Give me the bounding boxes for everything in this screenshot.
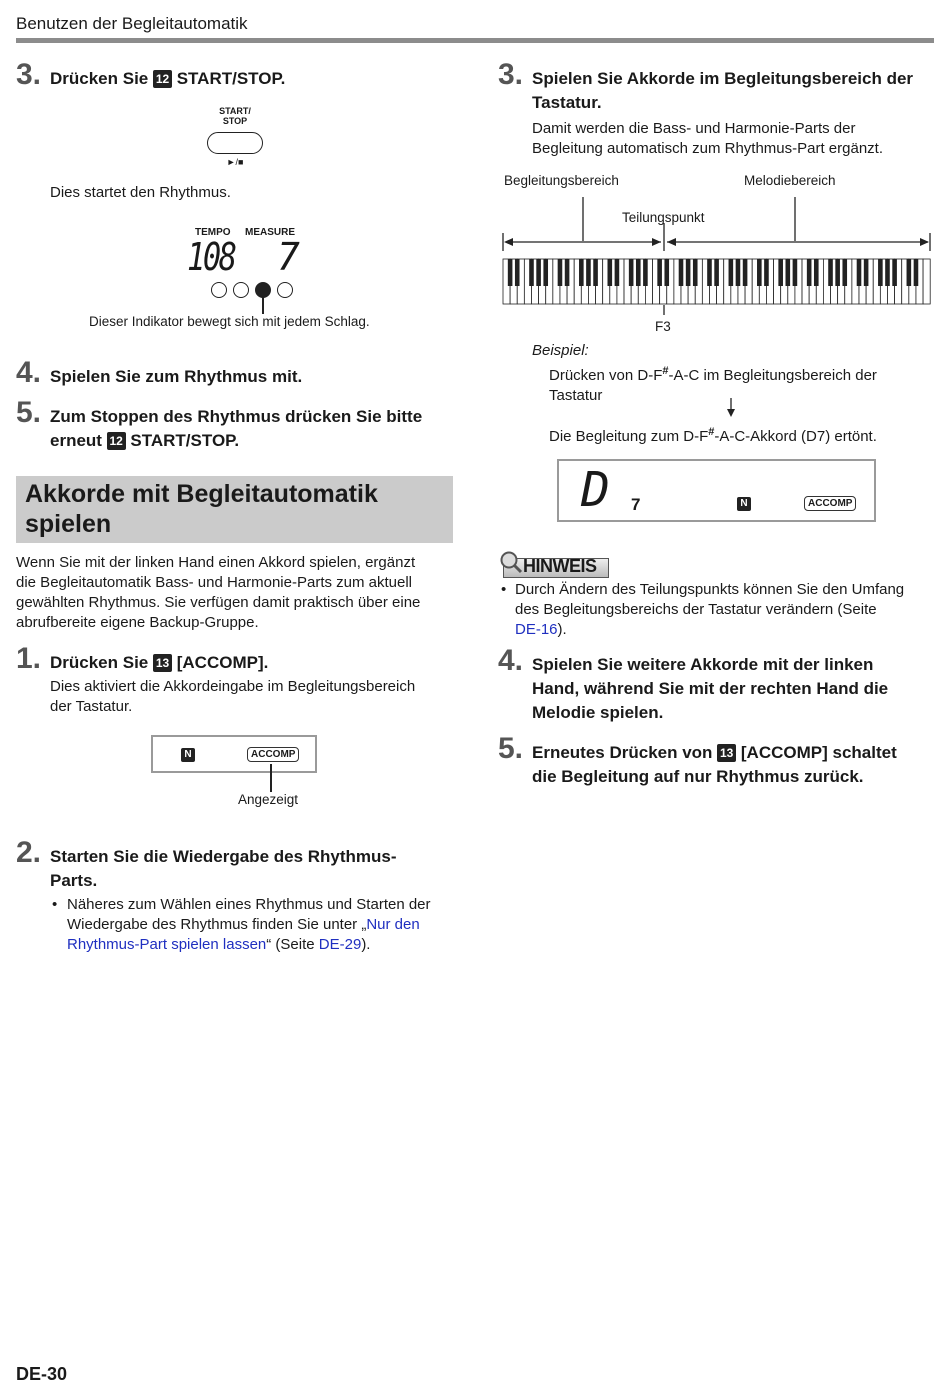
black-key: [828, 259, 833, 286]
black-key: [707, 259, 712, 286]
accomp-indicator: ACCOMP: [804, 496, 856, 511]
start-stop-button-illustration: START/ STOP ►/■: [200, 106, 270, 170]
link-rhythm-part-cont[interactable]: Rhythmus-Part spielen lassen: [67, 936, 267, 953]
split-point-label: Teilungspunkt: [622, 210, 705, 225]
chord-type: 7: [631, 495, 641, 514]
black-key: [778, 259, 783, 286]
keyboard-diagram: [500, 193, 936, 318]
black-key: [679, 259, 684, 286]
black-key: [793, 259, 798, 286]
example-instruction: Drücken von D-F#-A-C im Begleitungsbereich der Tastatur: [549, 365, 877, 404]
beat-dot-1: [211, 282, 227, 298]
link-de-16[interactable]: DE-16: [515, 621, 558, 638]
black-key: [686, 259, 691, 286]
accomp-pointer-line: [270, 764, 272, 792]
key-number-badge: 13: [717, 744, 736, 762]
black-key: [565, 259, 570, 286]
tempo-measure-display: TEMPO MEASURE 108 7: [185, 226, 305, 302]
black-key: [807, 259, 812, 286]
black-key: [786, 259, 791, 286]
black-key: [729, 259, 734, 286]
indicator-pointer-line: [262, 297, 264, 314]
left-step-5: 5. Zum Stoppen des Rhythmus drücken Sie bitte erneut 12 START/STOP.: [16, 396, 423, 450]
black-key: [878, 259, 883, 286]
black-key: [529, 259, 534, 286]
example-label: Beispiel:: [532, 342, 589, 359]
black-key: [885, 259, 890, 286]
split-key-label: F3: [655, 319, 671, 334]
beat-dot-4: [277, 282, 293, 298]
step-2-note: • Näheres zum Wählen eines Rhythmus und Starten der Wiedergabe des Rhythmus finden Sie unter „Nur den Rhythmus-Part spielen lassen“ (Seite DE-29).: [52, 896, 431, 953]
start-stop-button: [207, 132, 263, 154]
left-step-1: 1. Drücken Sie 13 [ACCOMP].: [16, 642, 269, 675]
accomp-lcd-display: [151, 735, 317, 773]
key-number-badge: 13: [153, 654, 172, 672]
black-key: [608, 259, 613, 286]
black-key: [857, 259, 862, 286]
black-key: [643, 259, 648, 286]
white-key: [923, 259, 930, 304]
black-key: [864, 259, 869, 286]
example-result: Die Begleitung zum D-F#-A-C-Akkord (D7) ertönt.: [549, 426, 877, 445]
page-header: Benutzen der Begleitautomatik: [16, 14, 248, 33]
intro-paragraph: Wenn Sie mit der linken Hand einen Akkord spielen, ergänzt die Begleitautomatik Bass- und Harmonie-Parts zum aktuell gewählten Rhythmus. Sie verfügen damit praktisch über eine abrufbereite eigene Backup-Gruppe.: [16, 554, 421, 631]
chord-lcd-display: [557, 459, 876, 522]
hint-heading: HINWEIS: [503, 556, 609, 578]
right-step-5: 5. Erneutes Drücken von 13 [ACCOMP] schaltet die Begleitung auf nur Rhythmus zurück.: [498, 732, 897, 786]
right-step-3-description: Damit werden die Bass- und Harmonie-Parts der Begleitung automatisch zum Rhythmus-Part ergänzt.: [532, 120, 883, 157]
page-number: DE-30: [16, 1364, 68, 1383]
magnifier-icon: [499, 550, 525, 576]
down-arrow-icon: [725, 398, 737, 418]
black-key: [657, 259, 662, 286]
piano-keys: [503, 259, 930, 304]
left-step-3: 3. Drücken Sie 12 START/STOP.: [16, 58, 286, 91]
black-key: [757, 259, 762, 286]
black-key: [664, 259, 669, 286]
step-3-description: Dies startet den Rhythmus.: [50, 184, 231, 201]
black-key: [515, 259, 520, 286]
black-key: [558, 259, 563, 286]
hint-note: • Durch Ändern des Teilungspunkts können Sie den Umfang des Begleitungsbereichs der Tastatur verändern (Seite DE-16).: [501, 581, 905, 638]
accomp-indicator: ACCOMP: [247, 747, 299, 762]
n-indicator: N: [181, 748, 195, 762]
key-number-badge: 12: [153, 70, 172, 88]
right-step-4: 4. Spielen Sie weitere Akkorde mit der linken Hand, während Sie mit der rechten Hand die Melodie spielen.: [498, 644, 889, 722]
black-key: [835, 259, 840, 286]
melody-area-label: Melodiebereich: [744, 173, 836, 188]
black-key: [714, 259, 719, 286]
accompaniment-area-label: Begleitungsbereich: [504, 173, 619, 188]
left-step-2: 2. Starten Sie die Wiedergabe des Rhythmus- Parts.: [16, 836, 397, 890]
black-key: [764, 259, 769, 286]
black-key: [543, 259, 548, 286]
section-title: Akkorde mit Begleitautomatik spielen: [25, 480, 378, 538]
black-key: [743, 259, 748, 286]
black-key: [914, 259, 919, 286]
black-key: [892, 259, 897, 286]
link-de-29[interactable]: DE-29: [318, 936, 362, 953]
black-key: [593, 259, 598, 286]
black-key: [536, 259, 541, 286]
beat-indicator: [211, 282, 295, 300]
black-key: [508, 259, 513, 286]
black-key: [636, 259, 641, 286]
black-key: [629, 259, 634, 286]
n-indicator: N: [737, 497, 751, 511]
beat-dot-3-active: [255, 282, 271, 298]
key-number-badge: 12: [107, 432, 126, 450]
black-key: [814, 259, 819, 286]
indicator-caption: Dieser Indikator bewegt sich mit jedem Schlag.: [89, 314, 370, 329]
black-key: [842, 259, 847, 286]
step-1-description: Dies aktiviert die Akkordeingabe im Begleitungsbereich der Tastatur.: [50, 678, 416, 715]
link-rhythm-part[interactable]: Nur den: [366, 916, 420, 933]
black-key: [586, 259, 591, 286]
header-rule: [16, 38, 934, 43]
black-key: [736, 259, 741, 286]
black-key: [907, 259, 912, 286]
left-step-4: 4. Spielen Sie zum Rhythmus mit.: [16, 356, 303, 389]
black-key: [579, 259, 584, 286]
beat-dot-2: [233, 282, 249, 298]
black-key: [693, 259, 698, 286]
display-caption: Angezeigt: [238, 792, 299, 807]
black-key: [615, 259, 620, 286]
chord-name: D: [581, 462, 610, 518]
right-step-3: 3. Spielen Sie Akkorde im Begleitungsbereich der Tastatur.: [498, 58, 914, 112]
